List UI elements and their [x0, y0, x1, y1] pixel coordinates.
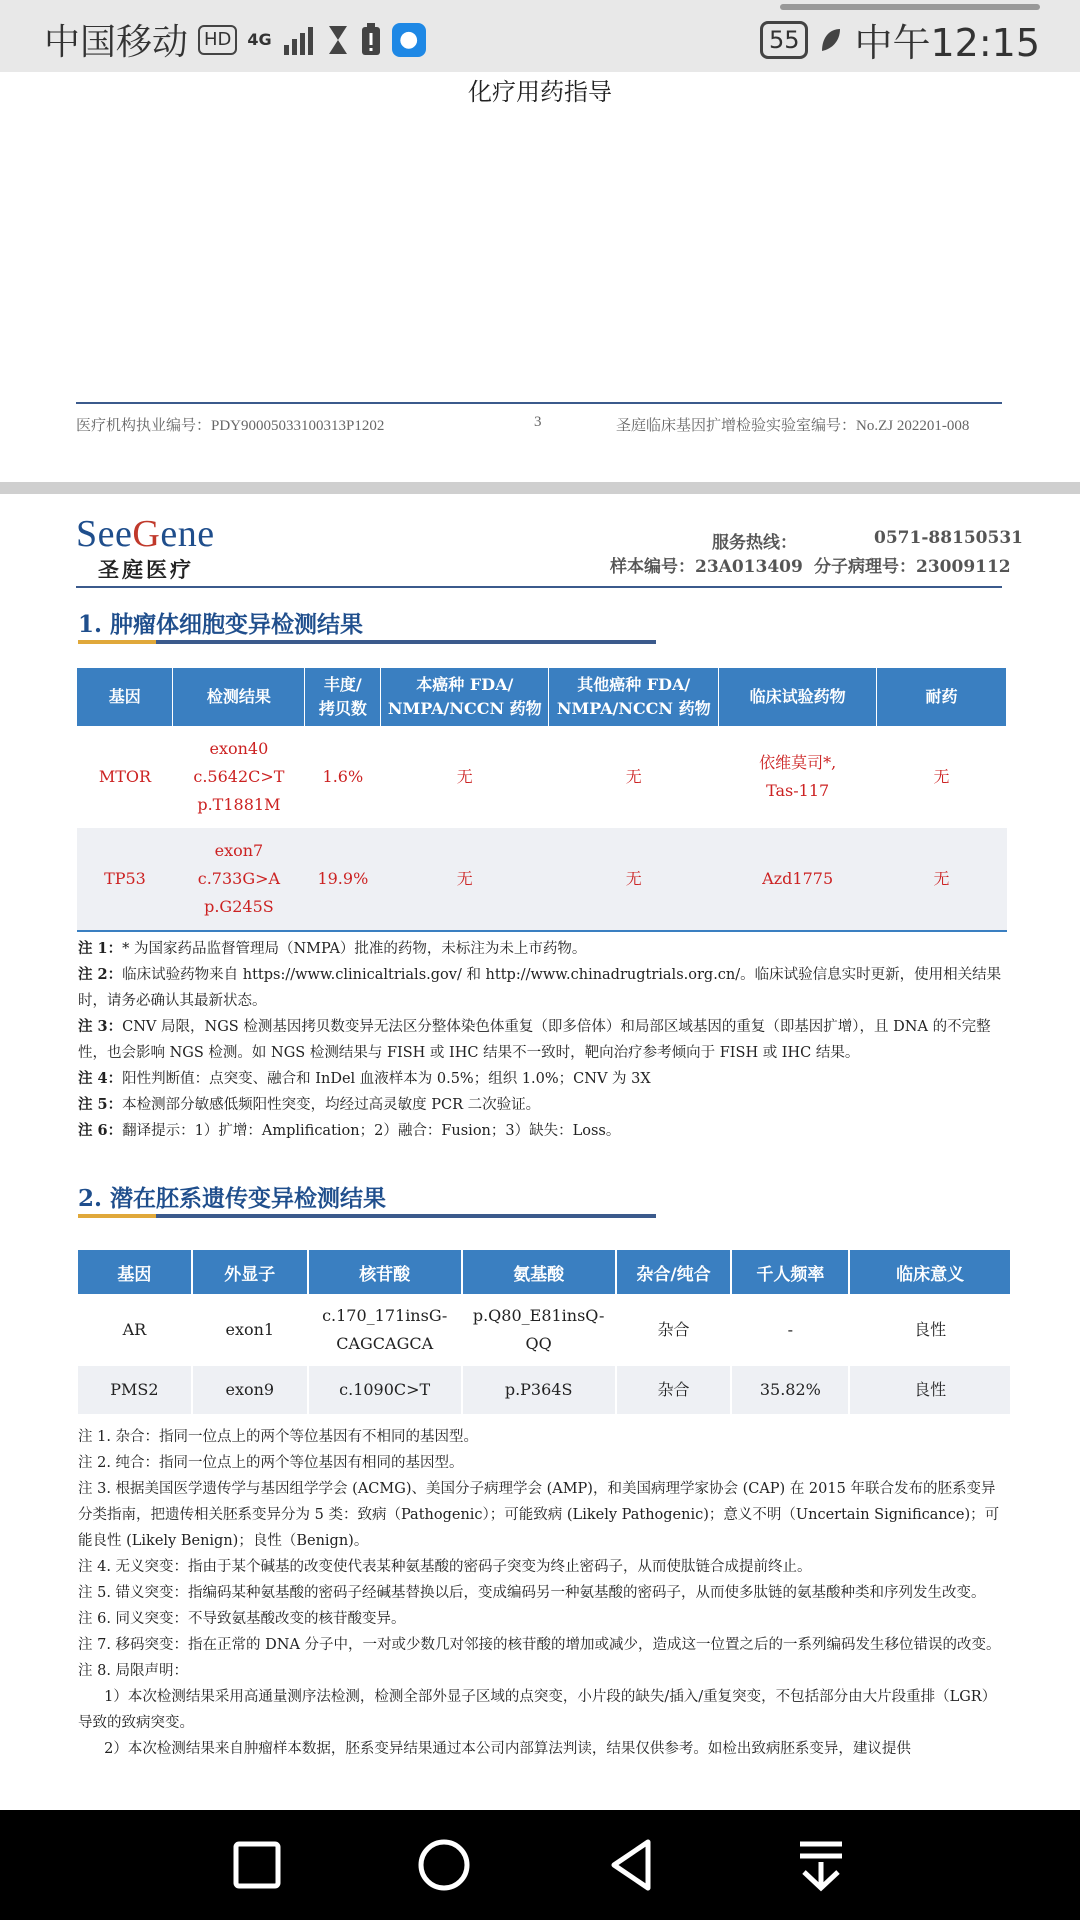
table-cell: exon40 c.5642C>T p.T1881M	[173, 726, 305, 828]
table-cell: Azd1775	[719, 828, 877, 931]
document-page-4	[0, 494, 1080, 1810]
hotline-label: 服务热线：	[712, 533, 797, 553]
table-cell: 无	[549, 828, 719, 931]
table-cell: 良性	[849, 1294, 1011, 1366]
germline-variant-table	[78, 1250, 1012, 1414]
section2-title: 2. 潜在胚系遗传变异检测结果	[78, 1185, 387, 1212]
notification-pulldown-button[interactable]	[790, 1834, 852, 1896]
note-item: 注 3. 根据美国医学遗传学与基因组学学会 (ACMG)、美国分子病理学会 (AMP)，和美国病理学家协会 (CAP) 在 2015 年联合发布的胚系变异分类指南，把遗传相关胚系变异分为 5 类：致病（Pathogenic）；可能致病 (Likely Pathogenic)；意义不明（Uncertain Significance)；可能良性 (Likely Benign)；良性（Benign)。	[78, 1481, 1000, 1549]
battery-icon: 55	[760, 21, 809, 59]
status-right	[760, 12, 1040, 67]
table-cell: exon9	[192, 1366, 308, 1414]
note-item: 注 5. 错义突变：指编码某种氨基酸的密码子经碱基替换以后，变成编码另一种氨基酸的密码子，从而使多肽链的氨基酸种类和序列发生改变。	[78, 1585, 986, 1601]
status-bar	[0, 0, 1080, 72]
navigation-bar	[0, 1810, 1080, 1920]
note-item: 注 6：翻译提示：1）扩增：Amplification；2）融合：Fusion；3）缺失：Loss。	[78, 1122, 621, 1139]
logo-chinese-name: 圣庭医疗	[98, 557, 194, 582]
note-item: 注 4：阳性判断值：点突变、融合和 InDel 血液样本为 0.5%；组织 1.0%；CNV 为 3X	[78, 1070, 651, 1087]
table-header-cell: 本癌种 FDA/ NMPA/NCCN 药物	[381, 668, 549, 726]
section1-notes	[78, 936, 1002, 1144]
note-item: 注 1. 杂合：指同一位点上的两个等位基因有不相同的基因型。	[78, 1429, 479, 1445]
table-cell: 杂合	[616, 1366, 732, 1414]
table-header-cell: 临床试验药物	[719, 668, 877, 726]
table-cell: MTOR	[77, 726, 173, 828]
table-cell: c.1090C>T	[308, 1366, 462, 1414]
table-cell: p.Q80_E81insQ- QQ	[462, 1294, 616, 1366]
note-item: 1）本次检测结果采用高通量测序法检测，检测全部外显子区域的点突变，小片段的缺失/插入/重复突变，不包括部分由大片段重排（LGR）导致的致病突变。	[78, 1689, 997, 1731]
table-header-cell: 耐药	[877, 668, 1007, 726]
page-title: 化疗用药指导	[468, 78, 612, 106]
signal-icon	[282, 25, 316, 55]
clock: 中午12:15	[854, 21, 1040, 65]
note-item: 注 3：CNV 局限，NGS 检测基因拷贝数变异无法区分整体染色体重复（即多倍体）和局部区域基因的重复（即基因扩增），且 DNA 的不完整性，也会影响 NGS 检测。如 NGS 检测结果与 FISH 或 IHC 结果不一致时，靶向治疗参考倾向于 FISH 或 IHC 结果。	[78, 1018, 991, 1061]
network-type: 4G	[247, 29, 272, 49]
note-item: 注 4. 无义突变：指由于某个碱基的改变使代表某种氨基酸的密码子突变为终止密码子，从而使肽链合成提前终止。	[78, 1559, 812, 1575]
table-cell: TP53	[77, 828, 173, 931]
status-left	[44, 14, 426, 65]
section2-notes	[78, 1424, 1002, 1762]
footer-license: 医疗机构执业编号：PDY90005033100313P1202	[76, 418, 385, 434]
table-row	[77, 828, 1007, 931]
table-cell: 无	[381, 828, 549, 931]
table-header-cell: 临床意义	[849, 1250, 1011, 1294]
table-cell: c.170_171insG- CAGCAGCA	[308, 1294, 462, 1366]
back-button[interactable]	[600, 1834, 662, 1896]
document-page-3	[0, 72, 1080, 482]
note-item: 注 2：临床试验药物来自 https://www.clinicaltrials.gov/ 和 http://www.chinadrugtrials.org.cn/。临床试验信息实时更新，使用相关结果时，请务必确认其最新状态。	[78, 966, 1002, 1009]
table-header-cell: 基因	[77, 668, 173, 726]
table-cell: exon7 c.733G>A p.G245S	[173, 828, 305, 931]
table-cell: 无	[877, 828, 1007, 931]
alert-battery-icon	[360, 23, 382, 57]
table-row	[78, 1366, 1011, 1414]
table-header-cell: 基因	[78, 1250, 192, 1294]
table-cell: PMS2	[78, 1366, 192, 1414]
note-item: 注 1：* 为国家药品监督管理局（NMPA）批准的药物，未标注为未上市药物。	[78, 940, 587, 957]
leaf-icon	[820, 27, 842, 53]
note-item: 2）本次检测结果来自肿瘤样本数据，胚系变异结果通过本公司内部算法判读，结果仅供参考。如检出致病胚系变异，建议提供	[104, 1741, 911, 1757]
hotline-number: 0571-88150531	[874, 528, 1023, 548]
table-cell: 杂合	[616, 1294, 732, 1366]
note-item: 注 5：本检测部分敏感低频阳性突变，均经过高灵敏度 PCR 二次验证。	[78, 1096, 541, 1113]
table-cell: 良性	[849, 1366, 1011, 1414]
hd-badge: HD	[198, 25, 237, 55]
table-cell: 依维莫司*, Tas-117	[719, 726, 877, 828]
note-item: 注 8. 局限声明：	[78, 1663, 189, 1679]
somatic-variant-table	[77, 668, 1007, 932]
home-button[interactable]	[413, 1834, 475, 1896]
sample-number: 样本编号：23A013409	[610, 557, 803, 577]
seegene-logo: SeeGene	[76, 513, 215, 555]
note-item: 注 6. 同义突变：不导致氨基酸改变的核苷酸变异。	[78, 1611, 406, 1627]
table-header-cell: 核苷酸	[308, 1250, 462, 1294]
section1-underline	[78, 640, 656, 644]
carrier-name: 中国移动	[44, 22, 189, 63]
table-cell: 35.82%	[731, 1366, 849, 1414]
note-item: 注 7. 移码突变：指在正常的 DNA 分子中，一对或少数几对邻接的核苷酸的增加或减少，造成这一位置之后的一系列编码发生移位错误的改变。	[78, 1637, 1001, 1653]
table-cell: AR	[78, 1294, 192, 1366]
footer-page-number: 3	[534, 414, 542, 430]
pathology-number: 分子病理号：23009112	[814, 557, 1011, 577]
table-header-cell: 千人频率	[731, 1250, 849, 1294]
table-header-cell: 氨基酸	[462, 1250, 616, 1294]
table-cell: 无	[381, 726, 549, 828]
section2-underline	[78, 1214, 656, 1218]
scroll-indicator	[780, 4, 1040, 10]
header-divider	[76, 586, 1002, 588]
table-header-cell: 外显子	[192, 1250, 308, 1294]
note-item: 注 2. 纯合：指同一位点上的两个等位基因有相同的基因型。	[78, 1455, 464, 1471]
footer-lab-number: 圣庭临床基因扩增检验实验室编号：No.ZJ 202201-008	[616, 418, 970, 434]
table-cell: p.P364S	[462, 1366, 616, 1414]
recents-button[interactable]	[226, 1834, 288, 1896]
table-cell: 无	[549, 726, 719, 828]
table-header-cell: 检测结果	[173, 668, 305, 726]
footer-divider	[76, 402, 1002, 404]
table-header-cell: 丰度/ 拷贝数	[305, 668, 381, 726]
section1-title: 1. 肿瘤体细胞变异检测结果	[78, 611, 364, 638]
table-cell: 1.6%	[305, 726, 381, 828]
table-cell: -	[731, 1294, 849, 1366]
table-header-cell: 其他癌种 FDA/ NMPA/NCCN 药物	[549, 668, 719, 726]
table-row	[78, 1294, 1011, 1366]
table-header-cell: 杂合/纯合	[616, 1250, 732, 1294]
hourglass-icon	[326, 24, 350, 56]
table-cell: 19.9%	[305, 828, 381, 931]
table-cell: 无	[877, 726, 1007, 828]
table-cell: exon1	[192, 1294, 308, 1366]
bulb-app-icon: ●	[392, 23, 426, 57]
table-row	[77, 726, 1007, 828]
